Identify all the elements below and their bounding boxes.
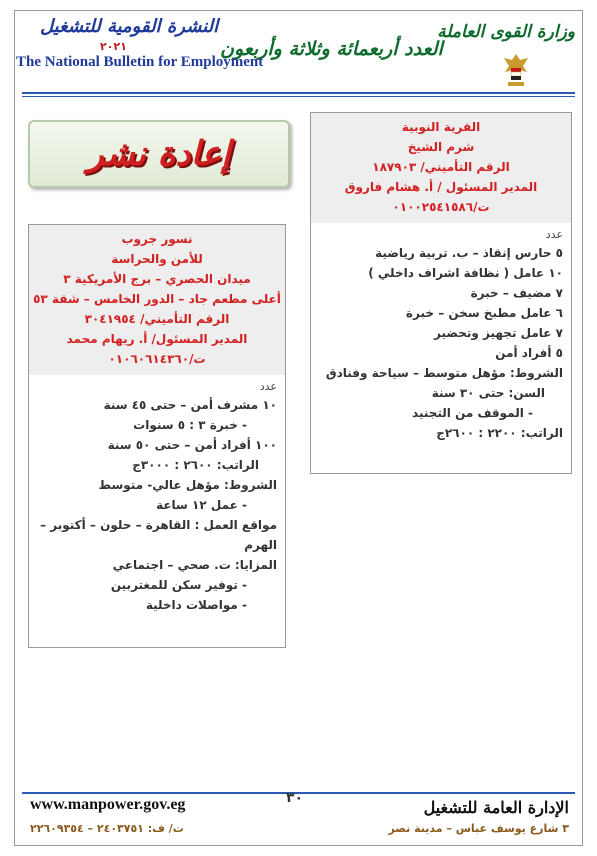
count-column-label: عدد [545,228,563,241]
admin-address: ٣ شارع يوسف عباس – مدينة نصر [388,822,569,835]
company-name: القرية النوبية [401,120,481,134]
listing-body [29,375,285,615]
eagle-emblem-icon [501,52,531,88]
insurance-number: الرقم التأميني/ ١٨٧٩٠٣ [372,160,510,174]
job-line: ٧ عامل تجهيز وتحضير [434,326,563,340]
company-address: ميدان الحصري – برج الأمريكية ٣ [63,272,251,286]
company-phone: ت/٠١٠٠٢٥٤١٥٨٦ [392,200,490,214]
admin-name: الإدارة العامة للتشغيل [423,798,569,817]
listing-header [311,113,571,223]
republished-label: إعادة نشر [87,134,231,174]
military-line: - الموقف من التجنيد [412,406,533,420]
listing-header [29,225,285,375]
job-listing-nubian-village [310,112,572,474]
age-line: السن: حتى ٣٠ سنة [431,386,545,400]
locations-line: مواقع العمل : القاهرة – حلون – أكتوبر – [40,518,277,532]
company-address-detail: أعلى مطعم جاد – الدور الخامس – شقة ٥٣ [33,292,281,306]
listing-body [311,223,571,443]
manager-name: المدير المسئول / أ. هشام فاروق [344,180,538,194]
header-divider [22,92,575,94]
conditions-line: الشروط: مؤهل عالي- متوسط [98,478,277,492]
job-line: ١٠ مشرف أمن – حتى ٤٥ سنة [103,398,277,412]
benefit-item: - توفير سكن للمغتربين [110,578,247,592]
conditions-line: الشروط: مؤهل متوسط – سياحة وفنادق [325,366,563,380]
job-line: ٦ عامل مطبخ سخن – خبرة [405,306,563,320]
job-line: ٥ أفراد أمن [495,346,563,360]
company-phone: ت/٠١٠٦٠٦١٤٣٦٠ [108,352,206,366]
company-activity: للأمن والحراسة [111,252,203,266]
hours-line: - عمل ١٢ ساعة [156,498,247,512]
salary-line: الراتب: ٢٢٠٠ : ٢٦٠٠ج [436,426,563,440]
salary-line: الراتب: ٢٦٠٠ : ٣٠٠٠ج [132,458,259,472]
benefits-line: المزايا: ت. صحي – اجتماعي [112,558,277,572]
count-column-label: عدد [259,380,277,393]
job-line: ١٠٠ أفراد أمن – حتى ٥٠ سنة [107,438,277,452]
experience-line: - خبرة ٣ : ٥ سنوات [133,418,247,432]
insurance-number: الرقم التأميني/ ٣٠٤١٩٥٤ [84,312,230,326]
benefit-item: - مواصلات داخلية [145,598,247,612]
page-number: ٣٠ [286,790,304,806]
job-line: ٧ مضيف – خبرة [470,286,563,300]
admin-phone: ت/ ف: ٢٤٠٣٧٥١ – ٢٢٦٠٩٣٥٤ [30,822,184,835]
website-link[interactable]: www.manpower.gov.eg [30,796,186,813]
company-name: نسور جروب [121,232,193,246]
bulletin-title-arabic: النشرة القومية للتشغيل [40,16,219,37]
bulletin-year: ٢٠٢١ [100,40,127,53]
issue-title: العدد أربعمائة وثلاثة وأربعون [220,38,443,60]
company-location: شرم الشيخ [407,140,475,154]
ministry-title: وزارة القوى العاملة [437,22,575,42]
job-listing-nosour-group [28,224,286,648]
locations-line-cont: الهرم [244,538,277,552]
republished-badge [28,120,290,188]
job-line: ١٠ عامل ( نظافة اشراف داخلي ) [368,266,563,280]
manager-name: المدير المسئول/ أ. ريهام محمد [66,332,248,346]
job-line: ٥ حارس إنقاذ – ب. تربية رياضية [375,246,563,260]
header-divider-thin [22,96,575,97]
bulletin-title-english: The National Bulletin for Employment [16,54,264,70]
